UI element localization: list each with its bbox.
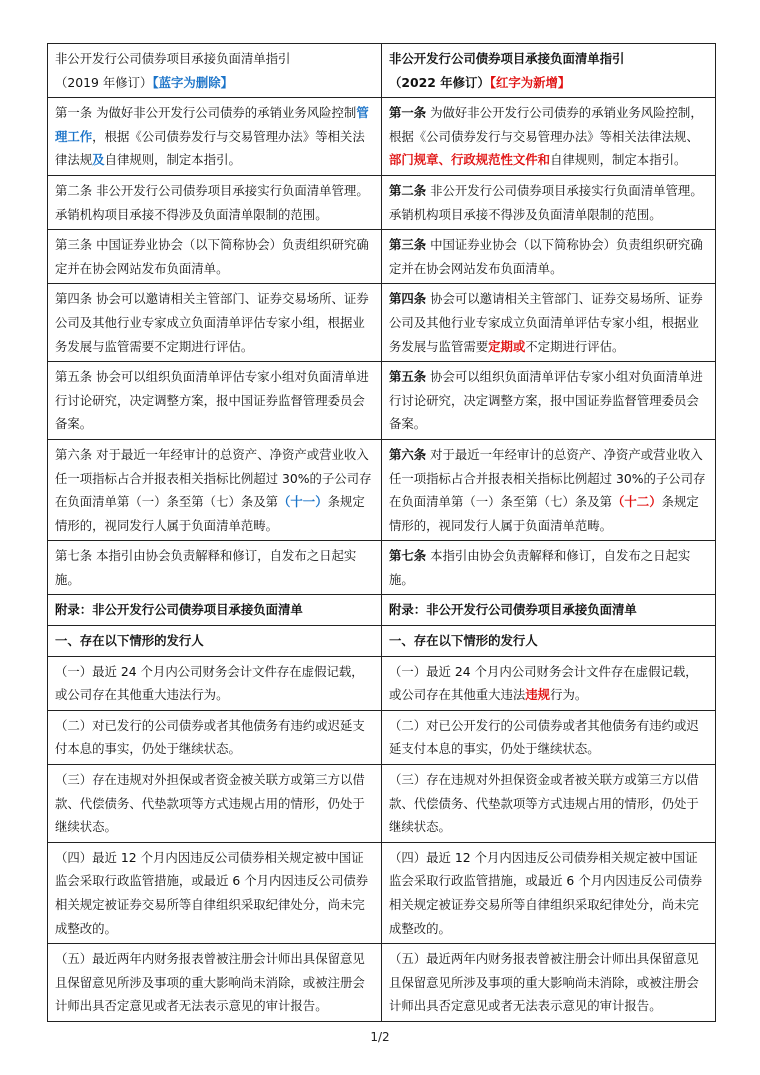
appendix-title-new: 附录：非公开发行公司债券项目承接负面清单	[382, 595, 716, 626]
item-5-new: （五）最近两年内财务报表曾被注册会计师出具保留意见且保留意见所涉及事项的重大影响尚未消除，或被注册会计师出具否定意见或者无法表示意见的审计报告。	[382, 944, 716, 1022]
table-row	[48, 944, 716, 1022]
table-row	[48, 626, 716, 657]
article-2-new: 第二条 非公开发行公司债券项目承接实行负面清单管理。承销机构项目承接不得涉及负面清单限制的范围。	[382, 175, 716, 229]
table-row	[48, 439, 716, 540]
left-version: （2019 年修订）	[55, 74, 153, 90]
table-row	[48, 710, 716, 764]
article-4-old: 第四条 协会可以邀请相关主管部门、证券交易场所、证券公司及其他行业专家成立负面清单评估专家小组，根据业务发展与监管需要不定期进行评估。	[48, 284, 382, 362]
table-row	[48, 842, 716, 943]
item-2-old: （二）对已发行的公司债券或者其他债务有违约或迟延支付本息的事实，仍处于继续状态。	[48, 710, 382, 764]
item-1-old: （一）最近 24 个月内公司财务会计文件存在虚假记载，或公司存在其他重大违法行为。	[48, 656, 382, 710]
article-1-old: 第一条 为做好非公开发行公司债券的承销业务风险控制管理工作，根据《公司债券发行与交易管理办法》等相关法律法规及自律规则，制定本指引。	[48, 98, 382, 176]
section-1-old: 一、存在以下情形的发行人	[48, 626, 382, 657]
article-4-new: 第四条 协会可以邀请相关主管部门、证券交易场所、证券公司及其他行业专家成立负面清单评估专家小组，根据业务发展与监管需要定期或不定期进行评估。	[382, 284, 716, 362]
appendix-title-old: 附录：非公开发行公司债券项目承接负面清单	[48, 595, 382, 626]
table-row	[48, 656, 716, 710]
article-5-old: 第五条 协会可以组织负面清单评估专家小组对负面清单进行讨论研究，决定调整方案，报中国证券监督管理委员会备案。	[48, 362, 382, 440]
table-row	[48, 765, 716, 843]
article-3-new: 第三条 中国证券业协会（以下简称协会）负责组织研究确定并在协会网站发布负面清单。	[382, 230, 716, 284]
article-7-new: 第七条 本指引由协会负责解释和修订，自发布之日起实施。	[382, 541, 716, 595]
item-4-new: （四）最近 12 个月内因违反公司债券相关规定被中国证监会采取行政监管措施，或最近 6 个月内因违反公司债券相关规定被证券交易所等自律组织采取纪律处分，尚未完成整改的。	[382, 842, 716, 943]
table-row	[48, 98, 716, 176]
item-3-old: （三）存在违规对外担保或者资金被关联方或第三方以借款、代偿债务、代垫款项等方式违规占用的情形，仍处于继续状态。	[48, 765, 382, 843]
table-row	[48, 362, 716, 440]
table-row	[48, 175, 716, 229]
item-3-new: （三）存在违规对外担保资金或者被关联方或第三方以借款、代偿债务、代垫款项等方式违规占用的情形，仍处于继续状态。	[382, 765, 716, 843]
left-title: 非公开发行公司债券项目承接负面清单指引	[55, 51, 291, 66]
item-1-new: （一）最近 24 个月内公司财务会计文件存在虚假记载，或公司存在其他重大违法违规行为。	[382, 656, 716, 710]
article-7-old: 第七条 本指引由协会负责解释和修订，自发布之日起实施。	[48, 541, 382, 595]
table-row	[48, 284, 716, 362]
table-row	[48, 595, 716, 626]
section-1-new: 一、存在以下情形的发行人	[382, 626, 716, 657]
article-5-new: 第五条 协会可以组织负面清单评估专家小组对负面清单进行讨论研究，决定调整方案，报中国证券监督管理委员会备案。	[382, 362, 716, 440]
table-header-row	[48, 44, 716, 98]
item-4-old: （四）最近 12 个月内因违反公司债券相关规定被中国证监会采取行政监管措施，或最近 6 个月内因违反公司债券相关规定被证券交易所等自律组织采取纪律处分，尚未完成整改的。	[48, 842, 382, 943]
header-left-cell	[48, 44, 382, 98]
right-legend: 【红字为新增】	[489, 74, 571, 90]
article-6-new: 第六条 对于最近一年经审计的总资产、净资产或营业收入任一项指标占合并报表相关指标比例超过 30%的子公司存在负面清单第（一）条至第（七）条及第（十二）条规定情形的，视同发行人属于负面清单范畴。	[382, 439, 716, 540]
item-2-new: （二）对已公开发行的公司债券或者其他债务有违约或迟延支付本息的事实，仍处于继续状态。	[382, 710, 716, 764]
article-6-old: 第六条 对于最近一年经审计的总资产、净资产或营业收入任一项指标占合并报表相关指标比例超过 30%的子公司存在负面清单第（一）条至第（七）条及第（十一）条规定情形的，视同发行人属于负面清单范畴。	[48, 439, 382, 540]
right-version: （2022 年修订）	[389, 74, 490, 90]
table-row	[48, 230, 716, 284]
left-legend: 【蓝字为删除】	[152, 74, 233, 90]
comparison-table	[47, 43, 716, 1022]
table-row	[48, 541, 716, 595]
article-1-new: 第一条 为做好非公开发行公司债券的承销业务风险控制，根据《公司债券发行与交易管理办法》等相关法律法规、部门规章、行政规范性文件和自律规则，制定本指引。	[382, 98, 716, 176]
item-5-old: （五）最近两年内财务报表曾被注册会计师出具保留意见且保留意见所涉及事项的重大影响尚未消除，或被注册会计师出具否定意见或者无法表示意见的审计报告。	[48, 944, 382, 1022]
article-3-old: 第三条 中国证券业协会（以下简称协会）负责组织研究确定并在协会网站发布负面清单。	[48, 230, 382, 284]
header-right-cell	[382, 44, 716, 98]
right-title: 非公开发行公司债券项目承接负面清单指引	[389, 51, 625, 66]
page-number: 1/2	[370, 1030, 390, 1044]
article-2-old: 第二条 非公开发行公司债券项目承接实行负面清单管理。承销机构项目承接不得涉及负面清单限制的范围。	[48, 175, 382, 229]
